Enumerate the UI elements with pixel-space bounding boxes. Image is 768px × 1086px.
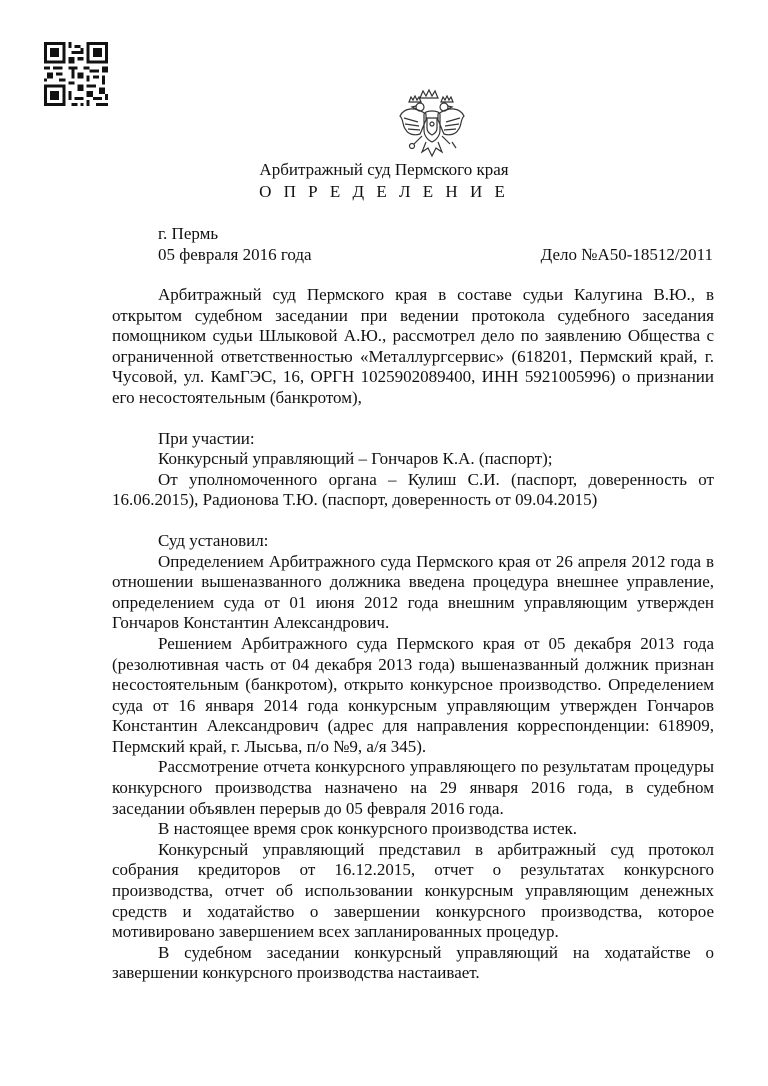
document-date: 05 февраля 2016 года (158, 245, 312, 264)
case-number: Дело №А50-18512/2011 (540, 245, 713, 264)
paragraph: Определением Арбитражного суда Пермского края от 26 апреля 2012 года в отношении вышеназванного должника введена процедура внешнее управление, определением суда от 01 июня 2012 года внешним управляющим утвержден Гончаров Константин Александрович. (112, 551, 714, 633)
paragraph: Рассмотрение отчета конкурсного управляющего по результатам процедуры конкурсного производства назначено на 29 января 2016 года, в судебном заседании объявлен перерыв до 05 февраля 2016 года. (112, 757, 714, 818)
court-name: Арбитражный суд Пермского края (259, 160, 509, 179)
paragraph: В судебном заседании конкурсный управляющий на ходатайстве о завершении конкурсного производства настаивает. (112, 942, 714, 983)
paragraph-participants-heading: При участии: (158, 428, 255, 448)
paragraph: В настоящее время срок конкурсного производства истек. (158, 819, 577, 839)
paragraph-established-heading: Суд установил: (158, 530, 269, 550)
paragraph-participant-authority: От уполномоченного органа – Кулиш С.И. (паспорт, доверенность от 16.06.2015), Радионова Т.Ю. (паспорт, доверенность от 09.04.2015) (112, 469, 714, 510)
paragraph: Конкурсный управляющий представил в арбитражный суд протокол собрания кредиторов от 16.12.2015, отчет о результатах конкурсного производства, отчет об использовании конкурсным управляющим денежных средств и ходатайство о завершении конкурсного производства, которое мотивировано завершением всех запланированных процедур. (112, 839, 714, 942)
city: г. Пермь (158, 224, 219, 243)
paragraph-intro: Арбитражный суд Пермского края в составе судьи Калугина В.Ю., в открытом судебном заседании при ведении протокола судебного заседания помощником судьи Шлыковой А.Ю., рассмотрел дело по заявлению Общества с ограниченной ответственностью «Металлургсервис» (618201, Пермский край, г. Чусовой, ул. КамГЭС, 16, ОРГН 1025902089400, ИНН 5921005996) о признании его несостоятельным (банкротом), (112, 285, 714, 407)
paragraph-participant-manager: Конкурсный управляющий – Гончаров К.А. (паспорт); (158, 449, 553, 469)
coat-of-arms-icon (396, 84, 468, 160)
qr-code-icon (44, 42, 108, 106)
paragraph: Решением Арбитражного суда Пермского края от 05 декабря 2013 года (резолютивная часть от 04 декабря 2013 года) вышеназванный должник признан несостоятельным (банкротом), открыто конкурсное производство. Определением суда от 16 января 2014 года конкурсным управляющим утвержден Гончаров Константин Александрович (адрес для направления корреспонденции: 618909, Пермский край, г. Лысьва, п/о №9, а/я 345). (112, 633, 714, 756)
document-type: О П Р Е Д Е Л Е Н И Е (259, 182, 509, 201)
document-body (112, 285, 714, 984)
